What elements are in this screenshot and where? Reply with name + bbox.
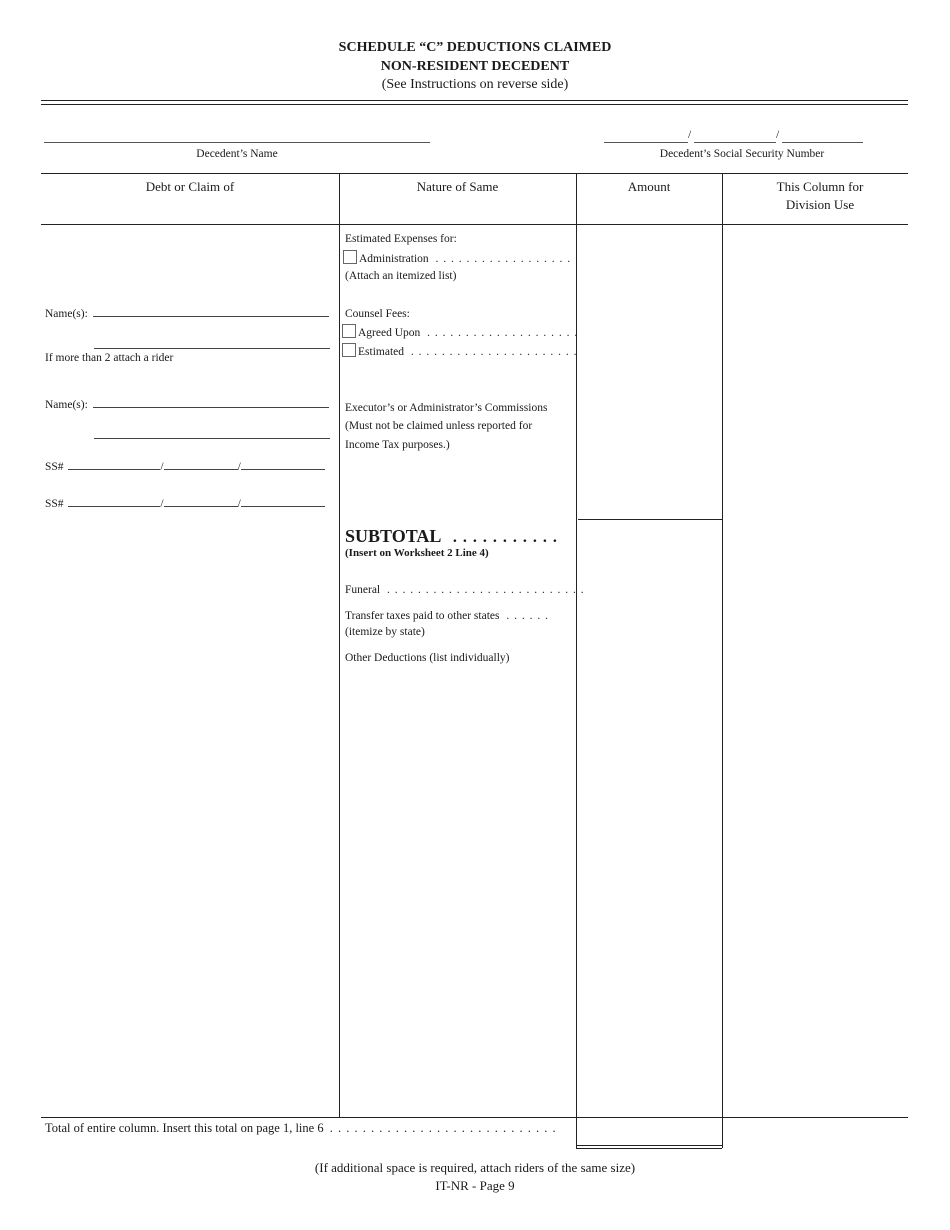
ss-input-part3[interactable] — [241, 495, 325, 507]
subtotal-amount-field[interactable] — [578, 521, 721, 551]
total-box-rule — [576, 1145, 722, 1146]
names-label: Name(s): — [45, 399, 88, 411]
ss-input-part1[interactable] — [68, 458, 160, 470]
division-header-line1: This Column for — [776, 179, 864, 194]
names-input-2b[interactable] — [94, 427, 330, 439]
form-title: SCHEDULE “C” DEDUCTIONS CLAIMED — [338, 40, 612, 55]
decedent-ssn-part3[interactable] — [782, 130, 863, 143]
ss-row-2 — [45, 495, 325, 514]
column-divider — [339, 173, 340, 1117]
ss-row-1 — [45, 458, 325, 477]
column-header-amount: Amount — [627, 179, 671, 194]
ss-input-part2[interactable] — [164, 495, 238, 507]
page-number: IT-NR - Page 9 — [435, 1178, 515, 1193]
subtotal-amount-rule — [578, 519, 722, 520]
subtotal-label: SUBTOTAL — [345, 526, 441, 546]
commissions-line: Income Tax purposes.) — [345, 438, 450, 451]
rider-note: If more than 2 attach a rider — [45, 352, 174, 364]
column-header-division — [722, 178, 918, 214]
decedent-name-field[interactable] — [44, 130, 430, 143]
table-bottom-rule — [41, 1117, 908, 1118]
names-label: Name(s): — [45, 308, 88, 320]
form-subtitle: NON-RESIDENT DECEDENT — [380, 59, 570, 74]
subtotal-note: (Insert on Worksheet 2 Line 4) — [345, 547, 489, 559]
funeral-leader: . . . . . . . . . . . . . . . . . . . . . . . . . . — [387, 584, 585, 596]
administration-row — [343, 250, 571, 269]
ssn-separator: / — [776, 129, 780, 141]
division-header-line2: Division Use — [785, 197, 855, 213]
agreed-upon-checkbox[interactable] — [342, 324, 356, 338]
funeral-label: Funeral — [345, 584, 381, 596]
ss-separator: / — [237, 498, 241, 510]
ss-label: SS# — [45, 498, 64, 510]
ss-separator: / — [160, 461, 164, 473]
commissions-line: Executor’s or Administrator’s Commissions — [345, 402, 548, 414]
administration-label: Administration — [359, 253, 429, 265]
ss-input-part3[interactable] — [241, 458, 325, 470]
agreed-upon-row — [342, 324, 578, 343]
table-header-rule — [41, 224, 908, 225]
counsel-fees-label: Counsel Fees: — [345, 308, 410, 320]
total-box-rule — [576, 1148, 722, 1149]
names-input-1a[interactable] — [93, 305, 329, 317]
commissions-line: (Must not be claimed unless reported for — [345, 420, 533, 433]
column-header-debt: Debt or Claim of — [145, 179, 235, 194]
agreed-upon-leader: . . . . . . . . . . . . . . . . . . . . — [427, 327, 579, 339]
estimated-expenses-label: Estimated Expenses for: — [345, 233, 457, 245]
names-row-2 — [45, 396, 329, 415]
additional-space-note: (If additional space is required, attach riders of the same size) — [314, 1160, 636, 1175]
amount-entry-area[interactable] — [578, 226, 721, 518]
decedent-name-input[interactable] — [44, 134, 424, 146]
header-rule-top — [41, 100, 908, 101]
column-divider — [722, 173, 723, 1148]
ss-separator: / — [237, 461, 241, 473]
estimated-checkbox[interactable] — [342, 343, 356, 357]
total-row — [45, 1121, 557, 1136]
total-leader: . . . . . . . . . . . . . . . . . . . . . . . . . . . . — [329, 1121, 557, 1135]
agreed-upon-label: Agreed Upon — [358, 327, 421, 339]
instructions-note: (See Instructions on reverse side) — [381, 77, 569, 92]
commissions-block — [345, 399, 547, 454]
funeral-row — [345, 582, 585, 600]
attach-list-note: (Attach an itemized list) — [345, 270, 457, 282]
ss-input-part1[interactable] — [68, 495, 160, 507]
names-input-1b[interactable] — [94, 337, 330, 349]
total-label: Total of entire column. Insert this total on page 1, line 6 — [45, 1121, 324, 1135]
ssn-separator: / — [688, 129, 692, 141]
other-deductions-label: Other Deductions (list individually) — [345, 652, 510, 664]
column-header-nature: Nature of Same — [416, 179, 499, 194]
ss-separator: / — [160, 498, 164, 510]
total-amount-field[interactable] — [578, 1119, 721, 1144]
administration-checkbox[interactable] — [343, 250, 357, 264]
ss-label: SS# — [45, 461, 64, 473]
itemize-state-note: (itemize by state) — [345, 626, 425, 638]
transfer-taxes-label: Transfer taxes paid to other states — [345, 610, 500, 622]
transfer-taxes-leader: . . . . . . — [506, 610, 549, 622]
subtotal-row — [345, 526, 558, 547]
subtotal-leader: . . . . . . . . . . . — [452, 529, 558, 546]
column-divider — [576, 173, 577, 1148]
estimated-row — [342, 343, 578, 362]
amount-entry-area-lower[interactable] — [578, 553, 721, 1115]
estimated-label: Estimated — [358, 346, 404, 358]
header-rule-bottom — [41, 104, 908, 105]
administration-leader: . . . . . . . . . . . . . . . . . . — [435, 253, 572, 265]
decedent-ssn-part2[interactable] — [694, 130, 776, 143]
names-row-1 — [45, 305, 329, 324]
decedent-ssn-label: Decedent’s Social Security Number — [659, 148, 825, 160]
ss-input-part2[interactable] — [164, 458, 238, 470]
names-input-2a[interactable] — [93, 396, 329, 408]
table-top-rule — [41, 173, 908, 174]
decedent-name-label: Decedent’s Name — [196, 148, 278, 160]
estimated-leader: . . . . . . . . . . . . . . . . . . . . . . — [410, 346, 578, 358]
decedent-ssn-part1[interactable] — [604, 130, 688, 143]
